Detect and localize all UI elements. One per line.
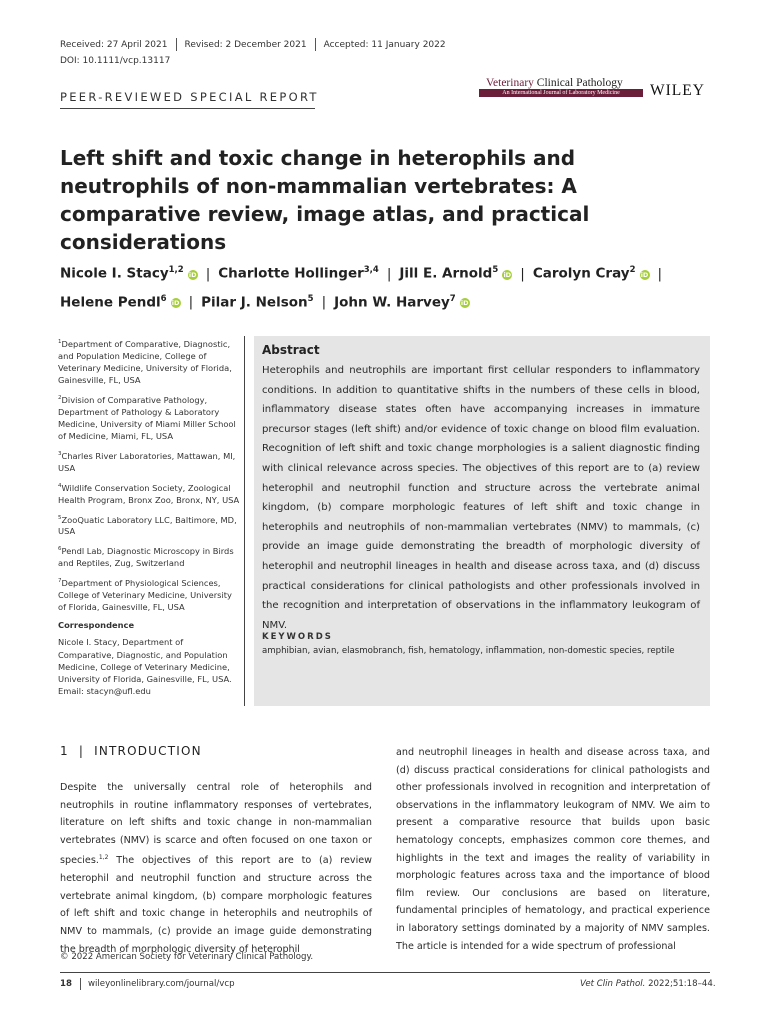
- affiliation-text: Department of Comparative, Diagnostic, and Population Medicine, College of Veterinary Medicine, University of Florida, Gainesville, FL, USA: [58, 338, 232, 386]
- author-affiliation-ref: 6: [160, 293, 167, 304]
- affiliation-item: [58, 480, 240, 506]
- correspondence-text: [58, 636, 240, 697]
- author-affiliation-ref: 7: [449, 293, 456, 304]
- received-date: Received: 27 April 2021: [60, 39, 168, 50]
- section-title: INTRODUCTION: [94, 744, 202, 758]
- body-column-left: [60, 779, 372, 958]
- affiliation-text: Charles River Laboratories, Mattawan, MI, USA: [58, 450, 236, 474]
- article-type: PEER-REVIEWED SPECIAL REPORT: [60, 90, 319, 104]
- affiliation-text: Division of Comparative Pathology, Department of Pathology & Laboratory Medicine, University of Miami Miller School of Medicine, Miami, FL, USA: [58, 394, 236, 442]
- affiliation-number: 3: [58, 451, 62, 458]
- affiliations: [58, 336, 240, 697]
- divider: [80, 978, 81, 990]
- affiliation-item: [58, 543, 240, 569]
- author-separator: |: [205, 265, 211, 282]
- section-heading: 1 | INTRODUCTION: [60, 744, 202, 758]
- author-affiliation-ref: 1,2: [168, 265, 184, 275]
- citation-info: [580, 979, 716, 989]
- affiliation-number: 4: [58, 482, 62, 489]
- revised-date: Revised: 2 December 2021: [184, 39, 307, 50]
- author-separator: |: [520, 265, 525, 282]
- journal-name-part1: Veterinary: [486, 77, 534, 89]
- author-affiliation-ref: 5: [307, 293, 314, 304]
- citation-journal: Vet Clin Pathol.: [580, 979, 646, 989]
- article-title: Left shift and toxic change in heterophils and neutrophils of non-mammalian vertebrates: A comparative review, image atlas, and practical considerations: [60, 146, 590, 254]
- affiliation-text: Wildlife Conservation Society, Zoological Health Program, Bronx Zoo, Bronx, NY, USA: [58, 482, 240, 505]
- body-column-right: and neutrophil lineages in health and disease across taxa, and (d) discuss practical considerations for clinical pathologists and other professionals involved in recognition and interpretation of observations in the inflammatory leukogram of NMV. We aim to present a comparative resource that builds upon basic hematology concepts, emphasizes common core themes, and highlights in the text and images the reality of variability in morphologic features across taxa and the importance of blood film review. Our conclusions are based on literature, fundamental principles of hematology, and practical experience in laboratory settings dominated by a majority of NMV samples. The article is intended for a wide spectrum of professional: [396, 747, 710, 952]
- author-name[interactable]: Nicole I. Stacy: [60, 265, 169, 282]
- affiliation-number: 1: [58, 339, 62, 345]
- body-text: The objectives of this report are to (a) review heterophil and neutrophil function and structure across the vertebrate animal kingdom, (b) compare morphologic features of left shift and toxic change in heterophils and neutrophils of NMV to mammals, (c) provide an image guide demonstrating the breadth of morphologic diversity of heterophil: [60, 855, 372, 955]
- correspondence-heading: Correspondence: [58, 619, 135, 630]
- author-separator: |: [657, 265, 663, 282]
- orcid-icon[interactable]: iD: [171, 299, 180, 307]
- divider: [60, 108, 315, 109]
- author-name[interactable]: Jill E. Arnold: [399, 265, 493, 282]
- affiliation-item: [58, 512, 240, 538]
- author-affiliation-ref: 3,4: [363, 265, 379, 275]
- affiliation-number: 6: [58, 546, 62, 553]
- affiliation-item: [58, 575, 240, 613]
- divider: [315, 38, 316, 51]
- author-separator: |: [188, 294, 194, 310]
- affiliation-item: [58, 336, 240, 387]
- orcid-icon[interactable]: iD: [460, 299, 469, 307]
- page-number: 18: [60, 979, 72, 989]
- footer-divider: [60, 972, 710, 973]
- author-separator: |: [386, 265, 392, 282]
- keywords-heading: KEYWORDS: [262, 632, 333, 642]
- author-affiliation-ref: 2: [629, 265, 636, 275]
- journal-tagline: An International Journal of Laboratory Medicine: [479, 89, 643, 97]
- abstract-text: Heterophils and neutrophils are important first cellular responders to inflammatory conditions. In addition to quantitative shifts in the numbers of these cells in blood, inflammatory disease states often have accompanying increases in immature precursor stages (left shift) and/or evidence of toxic change on blood film evaluation. Recognition of left shift and toxic change morphologies is a salient diagnostic finding with clinical relevance across species. The objectives of this report are to (a) review heterophil and neutrophil function and structure across the vertebrate animal kingdom, (b) compare morphologic features of left shift and toxic change in heterophils and neutrophils of non-mammalian vertebrates (NMV) to mammals, (c) provide an image guide demonstrating the breadth of morphologic diversity of heterophil and neutrophil lineages in health and disease across taxa, and (d) discuss practical considerations for clinical pathologists and other professionals involved in the recognition and interpretation of observations in the inflammatory leukogram of NMV.: [262, 365, 700, 631]
- publication-history: [60, 38, 446, 51]
- accepted-date: Accepted: 11 January 2022: [323, 39, 446, 50]
- author-name[interactable]: John W. Harvey: [334, 294, 450, 310]
- section-number: 1: [60, 744, 69, 758]
- author-name[interactable]: Helene Pendl: [60, 294, 161, 310]
- doi-link[interactable]: DOI: 10.1111/vcp.13117: [60, 56, 171, 66]
- affiliation-list: [58, 336, 240, 613]
- affiliation-number: 5: [58, 514, 62, 521]
- affiliation-number: 2: [58, 395, 62, 402]
- orcid-icon[interactable]: iD: [503, 270, 512, 279]
- copyright-notice: © 2022 American Society for Veterinary Clinical Pathology.: [60, 952, 314, 962]
- author-name[interactable]: Charlotte Hollinger: [218, 265, 364, 282]
- keywords-list: amphibian, avian, elasmobranch, fish, hematology, inflammation, non-domestic species, reptile: [262, 646, 675, 656]
- journal-logo[interactable]: [486, 77, 623, 89]
- citation-volume: 2022;51:18–44.: [645, 979, 716, 989]
- affiliation-item: [58, 392, 240, 443]
- affiliation-number: 7: [58, 577, 62, 584]
- affiliation-text: ZooQuatic Laboratory LLC, Baltimore, MD, USA: [58, 514, 237, 537]
- citation-ref[interactable]: 1,2: [98, 854, 109, 862]
- orcid-icon[interactable]: iD: [640, 270, 649, 279]
- affiliation-text: Department of Physiological Sciences, College of Veterinary Medicine, University of Florida, Gainesville, FL, USA: [58, 577, 232, 613]
- divider: [176, 38, 177, 51]
- affiliation-item: [58, 448, 240, 474]
- journal-name-part2: Clinical Pathology: [536, 77, 623, 89]
- author-name[interactable]: Carolyn Cray: [532, 265, 630, 282]
- author-separator: |: [321, 294, 327, 310]
- column-divider: [244, 336, 245, 706]
- author-name[interactable]: Pilar J. Nelson: [201, 294, 308, 310]
- orcid-icon[interactable]: iD: [188, 270, 197, 279]
- abstract-heading: Abstract: [262, 343, 320, 357]
- affiliation-text: Pendl Lab, Diagnostic Microscopy in Birds and Reptiles, Zug, Switzerland: [58, 545, 234, 569]
- correspondence-email[interactable]: Email: stacyn@ufl.edu: [58, 686, 151, 697]
- author-affiliation-ref: 5: [492, 265, 499, 275]
- publisher-logo[interactable]: WILEY: [650, 82, 705, 99]
- correspondence-address: Nicole I. Stacy, Department of Comparative, Diagnostic, and Population Medicine, College of Veterinary Medicine, University of Florida, Gainesville, FL, USA.: [58, 637, 232, 685]
- journal-url[interactable]: wileyonlinelibrary.com/journal/vcp: [88, 979, 235, 989]
- body-text: Despite the universally central role of heterophils and neutrophils in routine inflammatory responses of vertebrates, literature on left shifts and toxic change in non-mammalian vertebrates (NMV) is scarce and often focused on one taxon or species.: [60, 782, 372, 867]
- author-list: [60, 258, 720, 315]
